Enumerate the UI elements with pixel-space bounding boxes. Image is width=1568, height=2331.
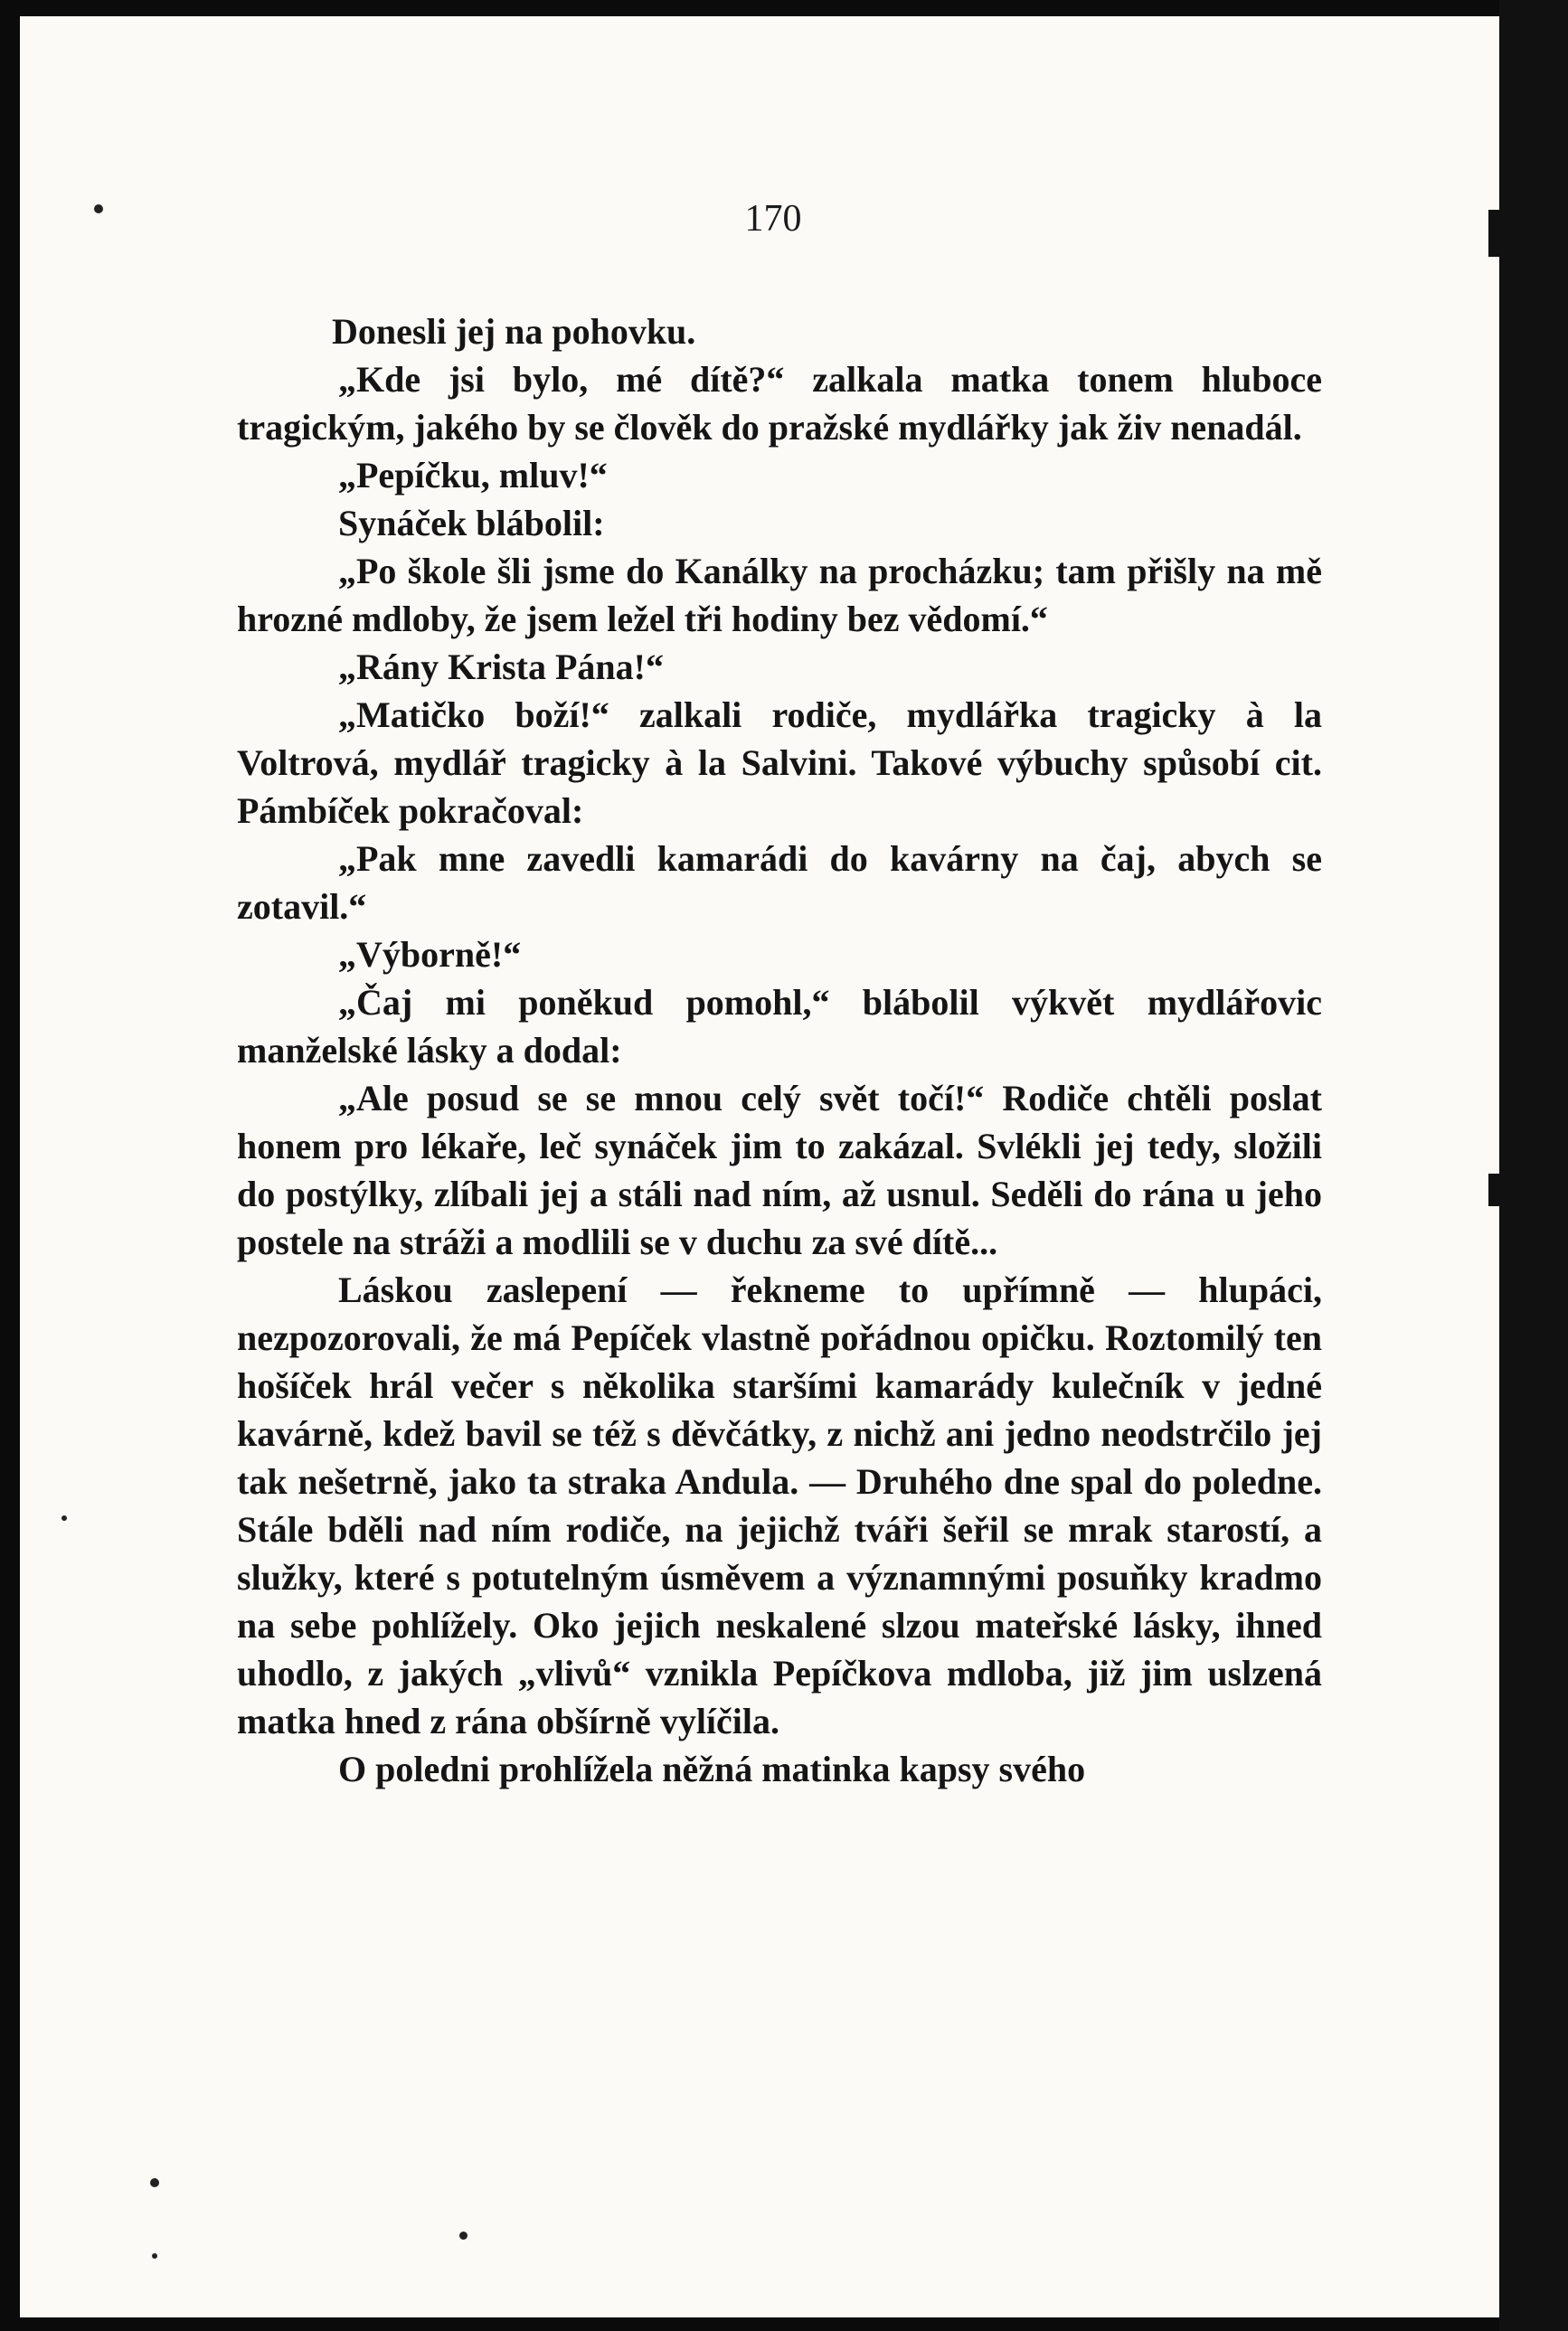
page-edge-shadow xyxy=(1499,0,1568,2331)
paragraph: „Pepíčku, mluv!“ xyxy=(338,455,608,495)
scan-speck xyxy=(150,2178,159,2187)
paragraph: Donesli jej na pohovku. xyxy=(332,311,696,352)
paragraph: „Kde jsi bylo, mé dítě?“ zalkala matka tonem hluboce tragickým, jakého by se člověk do pražské mydlářky jak živ nenadál. xyxy=(237,359,1322,448)
paragraph: „Ale posud se se mnou celý svět točí!“ Rodiče chtěli poslat honem pro lékaře, leč synáček jim to zakázal. Svlékli jej tedy, složili do postýlky, zlíbali jej a stáli nad ním, až usnul. Seděli do rána u jeho postele na stráži a modlili se v duchu za své dítě... xyxy=(237,1078,1322,1262)
paragraph: „Pak mne zavedli kamarádi do kavárny na čaj, abych se zotavil.“ xyxy=(237,838,1322,927)
page-number: 170 xyxy=(744,198,802,240)
page-body-text xyxy=(237,307,1322,1793)
paragraph: „Po škole šli jsme do Kanálky na procházku; tam přišly na mě hrozné mdloby, že jsem ležel tři hodiny bez vědomí.“ xyxy=(237,551,1322,639)
paragraph: Láskou zaslepení — řekneme to upřímně — hlupáci, nezpozorovali, že má Pepíček vlastně pořádnou opičku. Roztomilý ten hošíček hrál večer s několika staršími kamarády kulečník v jedné kavárně, kdež bavil se též s děvčátky, z nichž ani jedno neodstrčilo jej tak nešetrně, jako ta straka Andula. — Druhého dne spal do poledne. Stále bděli nad ním rodiče, na jejichž tváři šeřil se mrak starostí, a služky, které s potutelným úsměvem a významnými posuňky kradmo na sebe pohlížely. Oko jejich neskalené slzou mateřské lásky, ihned uhodlo, z jakých „vlivů“ vznikla Pepíčkova mdloba, již jim uslzená matka hned z rána obšírně vylíčila. xyxy=(237,1269,1322,1741)
scan-speck xyxy=(61,1515,67,1521)
paragraph: O poledni prohlížela něžná matinka kapsy svého xyxy=(338,1749,1086,1789)
paragraph: „Výborně!“ xyxy=(338,934,522,975)
paragraph: „Rány Krista Pána!“ xyxy=(338,646,664,687)
binding-tab-mark xyxy=(1488,1174,1501,1206)
paragraph: „Čaj mi poněkud pomohl,“ blábolil výkvět mydlářovic manželské lásky a dodal: xyxy=(237,982,1322,1071)
paragraph: „Matičko boží!“ zalkali rodiče, mydlářka tragicky à la Voltrová, mydlář tragicky à la Salvini. Takové výbuchy spůsobí cit. Pámbíček pokračoval: xyxy=(237,694,1322,831)
paragraph: Synáček blábolil: xyxy=(338,503,605,543)
scan-speck xyxy=(459,2232,468,2240)
scan-speck xyxy=(152,2253,157,2259)
